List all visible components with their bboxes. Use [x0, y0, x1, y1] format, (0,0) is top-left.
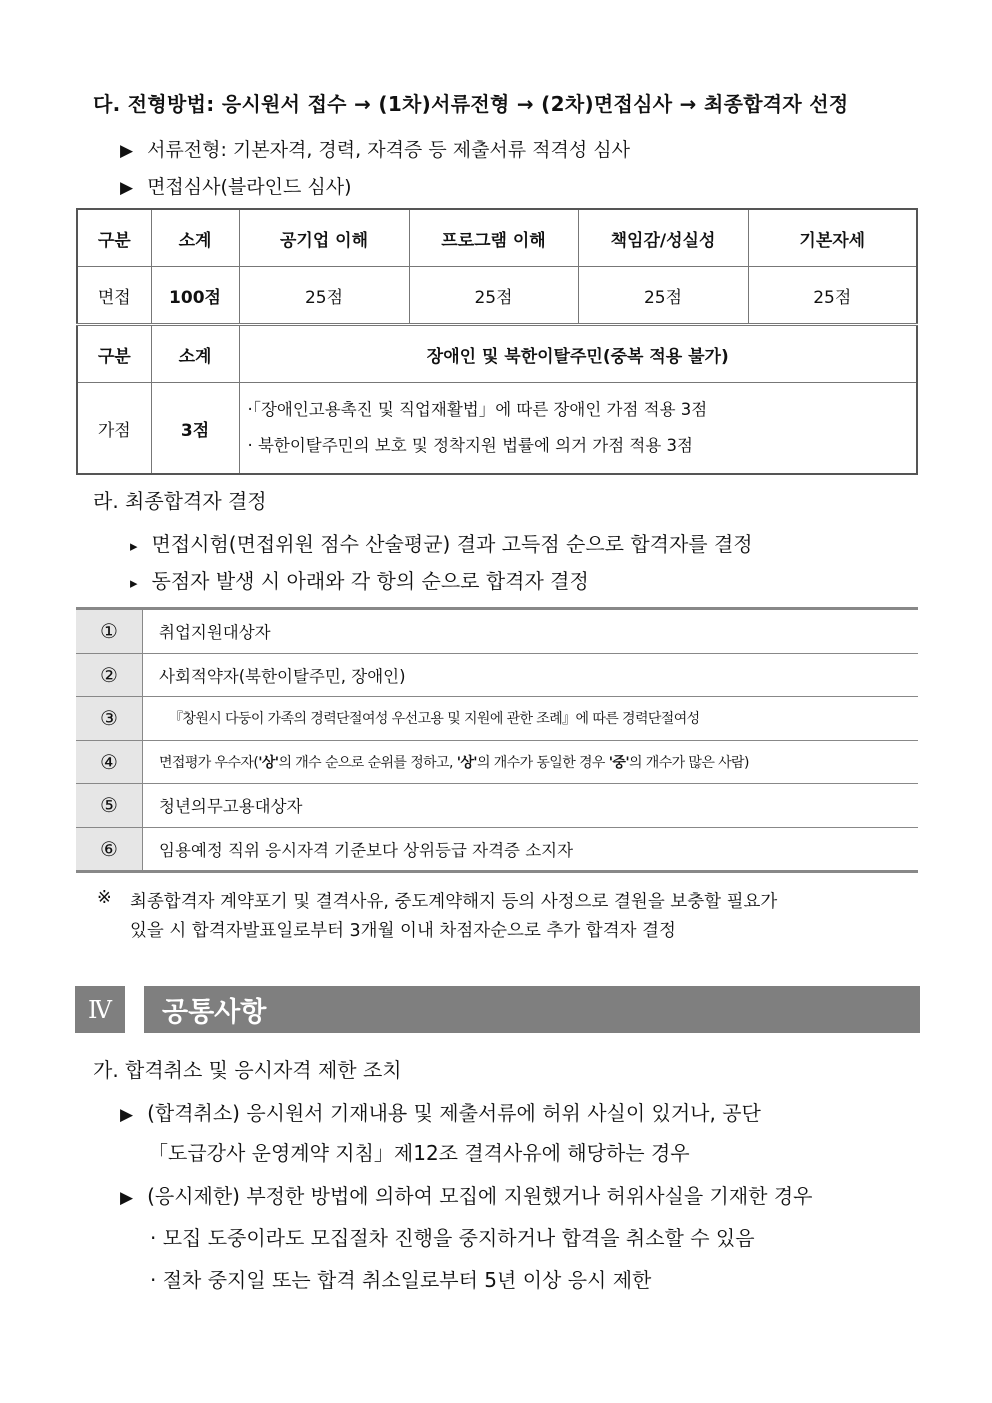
small-triangle-bullet-icon: ▸: [130, 574, 138, 592]
section-da-title: 다. 전형방법: 응시원서 접수 → (1차)서류전형 → (2차)면접심사 → 최종합격자 선정: [93, 92, 849, 116]
triangle-bullet-icon: ▶: [120, 141, 134, 161]
table-cell: 100점: [151, 267, 239, 325]
bullet-text: 동점자 발생 시 아래와 각 항의 순으로 합격자 결정: [151, 569, 589, 593]
header-cell: 소계: [151, 325, 239, 383]
score-table: [76, 208, 918, 475]
header-cell: 프로그램 이해: [409, 209, 578, 267]
table-cell: 가점: [77, 383, 151, 475]
priority-text: 취업지원대상자: [143, 609, 919, 654]
priority-text: 면접평가 우수자('상'의 개수 순으로 순위를 정하고, '상'의 개수가 동일한 경우 '중'의 개수가 많은 사람): [143, 740, 919, 784]
header-cell: 장애인 및 북한이탈주민(중복 적용 불가): [239, 325, 917, 383]
table-cell: 25점: [578, 267, 748, 325]
bullet-text: 면접시험(면접위원 점수 산술평균) 결과 고득점 순으로 합격자를 결정: [151, 532, 753, 556]
table-row: [76, 827, 918, 872]
table-cell: 25점: [239, 267, 409, 325]
bonus-line: · 북한이탈주민의 보호 및 정착지원 법률에 의거 가점 적용 3점: [247, 436, 693, 455]
priority-number: ⑤: [76, 784, 143, 828]
table-cell: 3점: [151, 383, 239, 475]
table-cell: 25점: [748, 267, 917, 325]
header-cell: 구분: [77, 209, 151, 267]
bullet-high-score: [130, 528, 753, 557]
note-line-1: 최종합격자 계약포기 및 결격사유, 중도계약해지 등의 사정으로 결원을 보충할 필요가: [130, 892, 778, 912]
bullet-restrict: [120, 1180, 812, 1209]
table-row: [76, 609, 918, 654]
header-cell: 공기업 이해: [239, 209, 409, 267]
header-cell: 책임감/성실성: [578, 209, 748, 267]
small-triangle-bullet-icon: ▸: [130, 537, 138, 555]
bullet-interview: [120, 172, 351, 199]
bullet-document-screening: [120, 135, 630, 162]
triangle-bullet-icon: ▶: [120, 178, 134, 198]
header-cell: 소계: [151, 209, 239, 267]
section-title: 공통사항: [144, 986, 920, 1033]
bonus-table-header: [77, 325, 917, 383]
table-row: [76, 697, 918, 741]
restrict-sub-2: · 절차 중지일 또는 합격 취소일로부터 5년 이상 응시 제한: [150, 1268, 652, 1292]
section-ra-title: 라. 최종합격자 결정: [93, 489, 267, 513]
table-row: [76, 740, 918, 784]
section-ga-title: 가. 합격취소 및 응시자격 제한 조치: [93, 1058, 402, 1082]
bullet-tie: [130, 565, 589, 594]
triangle-bullet-icon: ▶: [120, 1188, 134, 1208]
priority-text: 『창원시 다둥이 가족의 경력단절여성 우선고용 및 지원에 관한 조례』에 따른 경력단절여성: [143, 697, 919, 741]
priority-number: ①: [76, 609, 143, 654]
table-row: [76, 784, 918, 828]
bonus-line: ·「장애인고용촉진 및 직업재활법」에 따른 장애인 가점 적용 3점: [247, 400, 708, 419]
table-row: [76, 653, 918, 697]
header-cell: 기본자세: [748, 209, 917, 267]
note-line-2: 있을 시 합격자발표일로부터 3개월 이내 차점자순으로 추가 합격자 결정: [130, 921, 676, 941]
header-cell: 구분: [77, 325, 151, 383]
bullet-cancel: [120, 1097, 761, 1126]
bullet-cancel-cont: 「도급강사 운영계약 지침」제12조 결격사유에 해당하는 경우: [148, 1141, 690, 1165]
tiebreak-table: [76, 607, 918, 873]
bullet-text: (합격취소) 응시원서 기재내용 및 제출서류에 허위 사실이 있거나, 공단: [147, 1101, 761, 1125]
note-mark: ※: [97, 888, 112, 908]
bullet-text: 서류전형: 기본자격, 경력, 자격증 등 제출서류 적격성 심사: [147, 139, 630, 161]
table-cell: 면접: [77, 267, 151, 325]
priority-text: 청년의무고용대상자: [143, 784, 919, 828]
table-row: [77, 267, 917, 325]
bonus-description: [239, 383, 917, 475]
bullet-text: 면접심사(블라인드 심사): [147, 176, 352, 198]
priority-number: ④: [76, 740, 143, 784]
table-row: [77, 383, 917, 475]
priority-number: ⑥: [76, 827, 143, 872]
section-number: Ⅳ: [75, 986, 125, 1033]
bullet-text: (응시제한) 부정한 방법에 의하여 모집에 지원했거나 허위사실을 기재한 경우: [147, 1184, 813, 1208]
restrict-sub-1: · 모집 도중이라도 모집절차 진행을 중지하거나 합격을 취소할 수 있음: [150, 1226, 755, 1250]
priority-text: 사회적약자(북한이탈주민, 장애인): [143, 653, 919, 697]
table-cell: 25점: [409, 267, 578, 325]
priority-number: ③: [76, 697, 143, 741]
priority-text: 임용예정 직위 응시자격 기준보다 상위등급 자격증 소지자: [143, 827, 919, 872]
score-table-header: [77, 209, 917, 267]
priority-number: ②: [76, 653, 143, 697]
triangle-bullet-icon: ▶: [120, 1105, 134, 1125]
